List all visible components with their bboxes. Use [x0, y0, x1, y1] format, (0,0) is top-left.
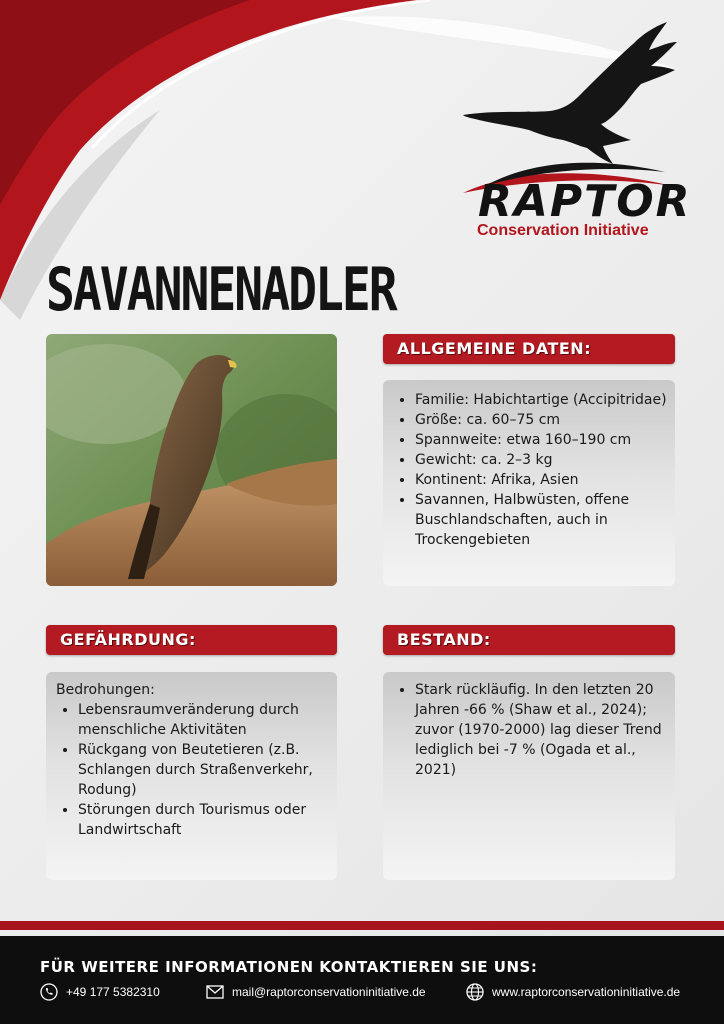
general-item-size: • Größe: ca. 60–75 cm	[415, 410, 675, 430]
threat-lead: Bedrohungen:	[56, 682, 155, 698]
threat-card	[46, 672, 337, 880]
general-item-habitat: • Savannen, Halbwüsten, offene Buschlandschaften, auch in Trockengebieten	[415, 490, 675, 550]
general-data-heading: ALLGEMEINE DATEN:	[383, 334, 675, 364]
general-item-family: • Familie: Habichtartige (Accipitridae)	[415, 390, 675, 410]
threat-heading: GEFÄHRDUNG:	[46, 625, 337, 655]
contact-phone[interactable]	[40, 982, 160, 1002]
threat-item-habitat: • Lebensraumveränderung durch menschliche Aktivitäten	[78, 700, 337, 740]
website-url: www.raptorconservationinitiative.de	[492, 985, 681, 999]
contact-website[interactable]	[466, 982, 680, 1002]
email-address: mail@raptorconservationinitiative.de	[232, 985, 426, 999]
phone-icon	[40, 983, 58, 1001]
general-data-card	[383, 380, 675, 586]
eagle-photo	[46, 334, 337, 586]
general-item-continent: • Kontinent: Afrika, Asien	[415, 470, 675, 490]
population-item-trend: • Stark rückläufig. In den letzten 20 Jahren -66 % (Shaw et al., 2024); zuvor (1970-2000) lag dieser Trend lediglich bei -7 % (Ogada et al., 2021)	[415, 680, 675, 780]
footer	[0, 936, 724, 1024]
globe-icon	[466, 983, 484, 1001]
threat-item-disturbance: • Störungen durch Tourismus oder Landwirtschaft	[78, 800, 337, 840]
population-heading: BESTAND:	[383, 625, 675, 655]
page-title: SAVANNENADLER	[46, 255, 396, 325]
mail-icon	[206, 985, 224, 999]
logo-subtitle: Conservation Initiative	[477, 222, 649, 239]
threat-item-prey: • Rückgang von Beutetieren (z.B. Schlangen durch Straßenverkehr, Rodung)	[78, 740, 337, 800]
footer-accent-bar	[0, 921, 724, 930]
footer-title: FÜR WEITERE INFORMATIONEN KONTAKTIEREN SIE UNS:	[40, 958, 538, 976]
phone-number: +49 177 5382310	[66, 985, 160, 999]
logo-wordmark: RAPTOR	[478, 176, 692, 227]
population-card	[383, 672, 675, 880]
contact-email[interactable]	[206, 982, 426, 1002]
general-item-weight: • Gewicht: ca. 2–3 kg	[415, 450, 675, 470]
general-item-wingspan: • Spannweite: etwa 160–190 cm	[415, 430, 675, 450]
